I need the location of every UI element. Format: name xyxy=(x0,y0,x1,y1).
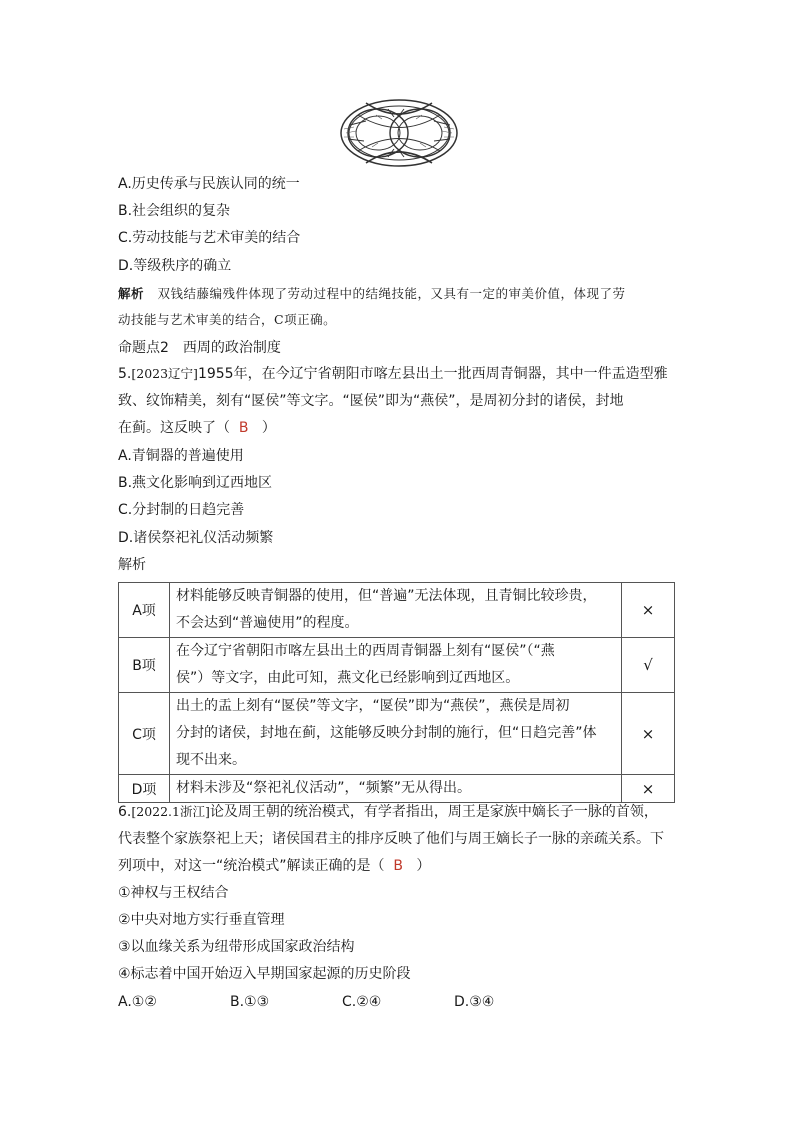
q5-option-b: B.燕文化影响到辽西地区 xyxy=(118,475,273,491)
q6-stem-line3: 列项中，对这一“统治模式”解读正确的是（ B ） xyxy=(118,858,431,874)
q6-statement-1: ①神权与王权结合 xyxy=(118,885,229,901)
row-label: C项 xyxy=(119,693,170,775)
table-row xyxy=(119,583,675,638)
row-label: B项 xyxy=(119,638,170,693)
q4-option-a: A.历史传承与民族认同的统一 xyxy=(118,176,300,192)
row-content: 材料未涉及“祭祀礼仪活动”，“频繁”无从得出。 xyxy=(170,775,622,803)
table-row xyxy=(119,638,675,693)
table-row xyxy=(119,775,675,803)
row-label: A项 xyxy=(119,583,170,638)
q6-statement-3: ③以血缘关系为纽带形成国家政治结构 xyxy=(118,939,355,955)
q5-stem-line2: 致、纹饰精美，刻有“匽侯”等文字。“匽侯”即为“燕侯”，是周初分封的诸侯，封地 xyxy=(118,393,624,409)
q4-explanation-line1: 解析 双钱结藤编残件体现了劳动过程中的结绳技能，又具有一定的审美价值，体现了劳 xyxy=(118,286,626,301)
q5-option-c: C.分封制的日趋完善 xyxy=(118,502,245,518)
q6-choices xyxy=(118,992,566,1012)
cross-mark: × xyxy=(622,583,675,638)
cross-mark: × xyxy=(622,693,675,775)
q6-source-tag: [2022.1浙江] xyxy=(131,804,210,819)
q6-stem-line1: 6.[2022.1浙江]论及周王朝的统治模式，有学者指出，周王是家族中嫡长子一脉的首领， xyxy=(118,804,658,820)
q6-choice-a: A.①② xyxy=(118,994,157,1010)
row-content: 出土的盂上刻有“匽侯”等文字，“匽侯”即为“燕侯”，燕侯是周初 分封的诸侯，封地在蓟，这能够反映分封制的施行，但“日趋完善”体 现不出来。 xyxy=(170,693,622,775)
q4-option-c: C.劳动技能与艺术审美的结合 xyxy=(118,230,301,246)
row-content: 材料能够反映青铜器的使用，但“普遍”无法体现，且青铜比较珍贵， 不会达到“普遍使用”的程度。 xyxy=(170,583,622,638)
q4-explanation-line2: 动技能与艺术审美的结合，C项正确。 xyxy=(118,312,337,327)
q6-stem-line2: 代表整个家族祭祀上天；诸侯国君主的排序反映了他们与周王嫡长子一脉的亲疏关系。下 xyxy=(118,831,664,847)
row-label: D项 xyxy=(119,775,170,803)
check-mark: √ xyxy=(622,638,675,693)
q6-choice-c: C.②④ xyxy=(342,994,382,1010)
q6-answer: B xyxy=(393,858,404,874)
q5-analysis-table xyxy=(118,582,675,803)
q4-option-d: D.等级秩序的确立 xyxy=(118,258,232,274)
explain-label: 解析 xyxy=(118,286,145,301)
q6-statement-2: ②中央对地方实行垂直管理 xyxy=(118,912,285,928)
q6-choice-b: B.①③ xyxy=(230,994,270,1010)
q6-choice-d: D.③④ xyxy=(454,994,495,1010)
q4-option-b: B.社会组织的复杂 xyxy=(118,203,231,219)
q5-source-tag: [2023辽宁] xyxy=(131,366,198,381)
q5-option-a: A.青铜器的普遍使用 xyxy=(118,448,244,464)
q5-answer: B xyxy=(238,420,249,436)
q5-explanation-label: 解析 xyxy=(118,557,146,573)
q5-stem-line3: 在蓟。这反映了（ B ） xyxy=(118,420,276,436)
q5-option-d: D.诸侯祭祀礼仪活动频繁 xyxy=(118,530,274,546)
q5-stem-line1: 5.[2023辽宁]1955年，在今辽宁省朝阳市喀左县出土一批西周青铜器，其中一件盂造型雅 xyxy=(118,366,668,382)
row-content: 在今辽宁省朝阳市喀左县出土的西周青铜器上刻有“匽侯”（“燕 侯”）等文字，由此可知，燕文化已经影响到辽西地区。 xyxy=(170,638,622,693)
cross-mark: × xyxy=(622,775,675,803)
table-row xyxy=(119,693,675,775)
q6-statement-4: ④标志着中国开始迈入早期国家起源的历史阶段 xyxy=(118,966,411,982)
double-coin-knot-illustration xyxy=(336,95,462,171)
section-heading: 命题点2 西周的政治制度 xyxy=(118,340,281,356)
